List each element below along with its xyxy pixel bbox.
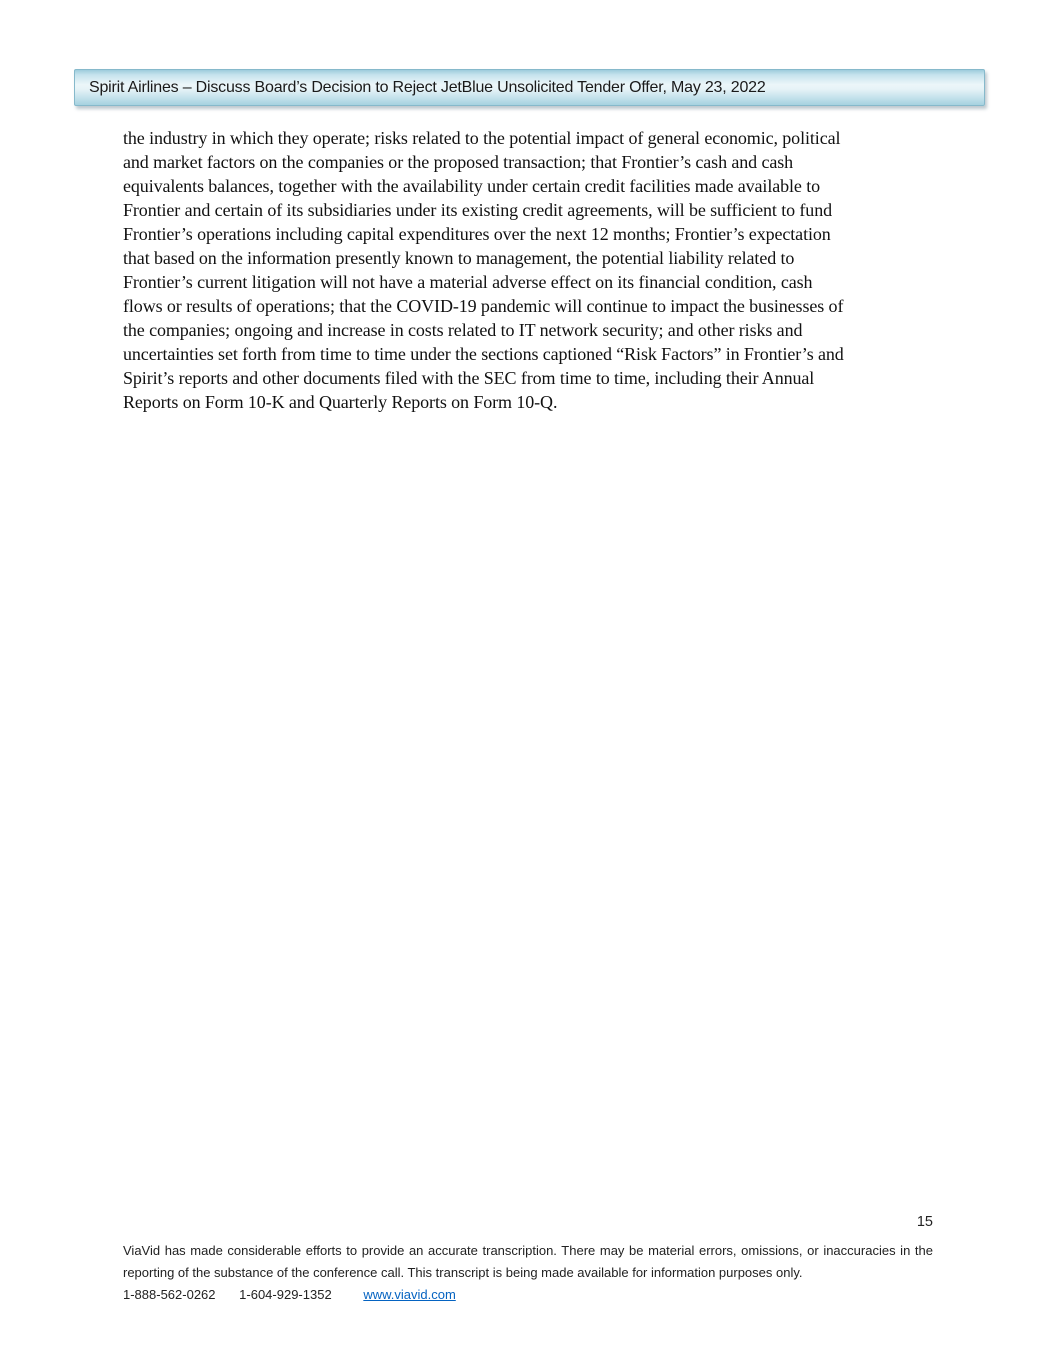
- footer-disclaimer-line2: reporting of the substance of the conference call. This transcript is being made available for information purposes only.: [123, 1265, 803, 1280]
- body-line: Reports on Form 10-K and Quarterly Reports on Form 10-Q.: [123, 392, 558, 412]
- body-line: Spirit’s reports and other documents filed with the SEC from time to time, including their Annual: [123, 368, 815, 388]
- body-line: Frontier’s current litigation will not have a material adverse effect on its financial condition, cash: [123, 272, 813, 292]
- body-line: Frontier’s operations including capital expenditures over the next 12 months; Frontier’s expectation: [123, 224, 831, 244]
- body-line: the companies; ongoing and increase in costs related to IT network security; and other risks and: [123, 320, 803, 340]
- page-footer: [123, 1240, 933, 1306]
- footer-contact-row: [123, 1284, 933, 1306]
- footer-disclaimer-line1: ViaVid has made considerable efforts to provide an accurate transcription. There may be material errors, omissions, or inaccuracies in the: [123, 1243, 933, 1258]
- body-line: Frontier and certain of its subsidiaries under its existing credit agreements, will be sufficient to fund: [123, 200, 832, 220]
- body-line: equivalents balances, together with the availability under certain credit facilities made available to: [123, 176, 821, 196]
- footer-phone-local: 1-604-929-1352: [239, 1287, 332, 1302]
- body-line: uncertainties set forth from time to time under the sections captioned “Risk Factors” in Frontier’s and: [123, 344, 844, 364]
- header-title: Spirit Airlines – Discuss Board’s Decision to Reject JetBlue Unsolicited Tender Offer, May 23, 2022: [89, 78, 766, 96]
- footer-phone-tollfree: 1-888-562-0262: [123, 1287, 216, 1302]
- body-line: the industry in which they operate; risks related to the potential impact of general economic, political: [123, 128, 841, 148]
- body-line: flows or results of operations; that the COVID-19 pandemic will continue to impact the businesses of: [123, 296, 844, 316]
- header-banner: [74, 69, 985, 106]
- page-number: 15: [916, 1214, 933, 1230]
- body-line: and market factors on the companies or the proposed transaction; that Frontier’s cash and cash: [123, 152, 794, 172]
- body-paragraph: [123, 126, 938, 414]
- body-line: that based on the information presently known to management, the potential liability related to: [123, 248, 795, 268]
- viavid-website-link[interactable]: www.viavid.com: [363, 1287, 456, 1302]
